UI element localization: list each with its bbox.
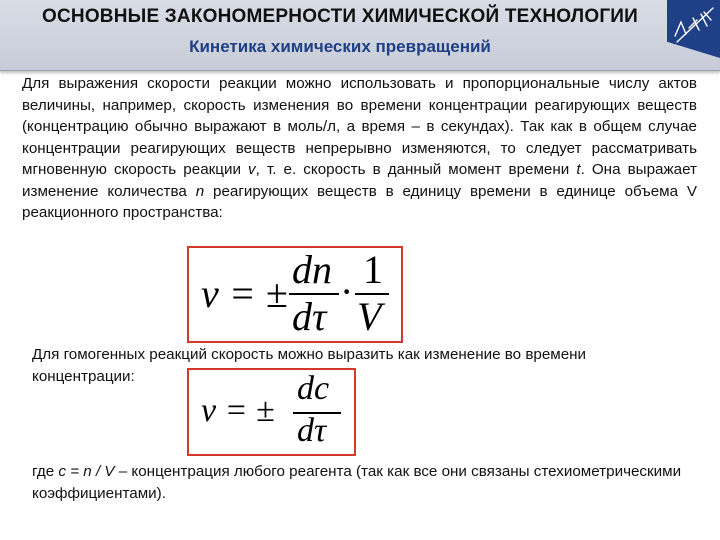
note-paragraph: где c = n / V – концентрация любого реагента (так как все они связаны стехиометрическими коэффициентами). <box>32 463 682 502</box>
slide-title: ОСНОВНЫЕ ЗАКОНОМЕРНОСТИ ХИМИЧЕСКОЙ ТЕХНОЛОГИИ <box>42 6 638 27</box>
formula-denominator-2: V <box>357 294 382 339</box>
formula2-lhs: ν = ± <box>201 392 275 429</box>
concentration-formula-box <box>187 368 356 456</box>
intro-paragraph: Для выражения скорости реакции можно использовать и пропорциональные числу актов величины, например, скорость изменения во времени концентрации реагирующих веществ (концентрацию обычно выражают в моль/л, а время – в секундах). Так как в общем случае концентрации реагирующих веществ непрерывно изменяются, то следует рассматривать мгновенную скорость реакции v, т. е. скорость в данный момент времени t. Она выражает изменение количества n реагирующих веществ в единицу времени в единице объема V реакционного пространства: <box>22 75 698 221</box>
homogeneous-paragraph: Для гомогенных реакций скорость можно выразить как изменение во времени концентрации: <box>32 346 587 385</box>
formula2-denominator: dτ <box>297 412 327 449</box>
rate-formula-box <box>187 246 403 343</box>
slide-header <box>0 0 720 71</box>
formula-dot: · <box>340 269 354 314</box>
formula-lhs: ν = ± <box>201 271 288 316</box>
formula-numerator: dn <box>292 247 332 292</box>
formula2-numerator: dc <box>297 370 330 407</box>
slide-subtitle: Кинетика химических превращений <box>189 37 491 56</box>
formula-denominator: dτ <box>292 294 327 339</box>
formula-numerator-2: 1 <box>363 247 383 292</box>
